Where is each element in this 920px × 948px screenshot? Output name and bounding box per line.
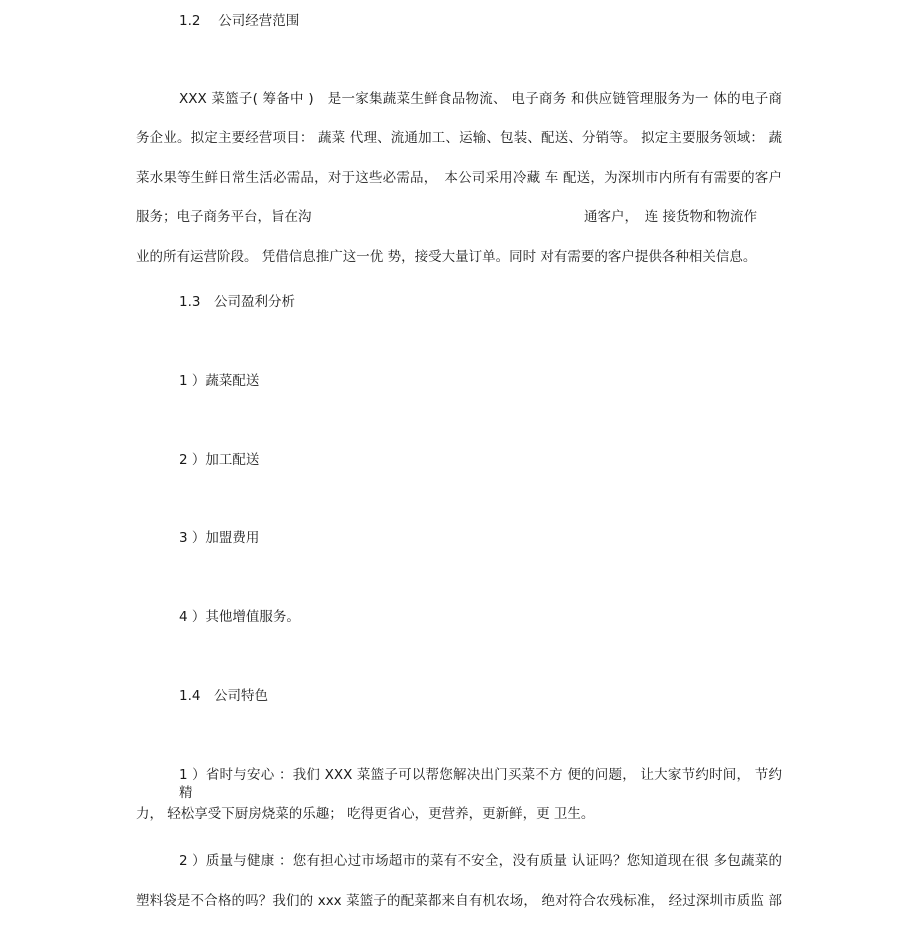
paragraph-line: 业的所有运营阶段。 凭借信息推广这一优 势，接受大量订单。同时 对有需要的客户提供各种相关信息。: [136, 249, 757, 265]
section-heading-1-2: 1.2 公司经营范围: [179, 13, 300, 29]
paragraph-line: 通客户， 连 接货物和物流作: [584, 209, 758, 225]
paragraph-line: 服务；电子商务平台，旨在沟: [136, 209, 312, 225]
paragraph-line: 菜水果等生鲜日常生活必需品，对于这些必需品， 本公司采用冷藏 车 配送，为深圳市内所有有需要的客户: [136, 170, 782, 186]
section-heading-1-3: 1.3 公司盈利分析: [179, 294, 295, 310]
paragraph-line: 力， 轻松享受下厨房烧菜的乐趣； 吃得更省心，更营养，更新鲜，更 卫生。: [136, 806, 595, 822]
paragraph-line: 塑料袋是不合格的吗？我们的 xxx 菜篮子的配菜都来自有机农场， 绝对符合农残标准， 经过深圳市质监 部: [136, 893, 782, 909]
section-heading-1-4: 1.4 公司特色: [179, 688, 268, 704]
list-item: 2 ）加工配送: [179, 452, 260, 468]
list-item: 4 ）其他增值服务。: [179, 609, 300, 625]
paragraph-line: 1 ）省时与安心 ：我们 XXX 菜篮子可以帮您解决出门买菜不方 便的问题， 让大家节约时间， 节约精: [179, 767, 782, 801]
paragraph-line: 2 ）质量与健康 ：您有担心过市场超市的菜有不安全，没有质量 认证吗？您知道现在很 多包蔬菜的: [179, 853, 782, 869]
paragraph-line: 务企业。拟定主要经营项目： 蔬菜 代理、流通加工、运输、包装、配送、分销等。 拟定主要服务领域： 蔬: [136, 130, 782, 146]
list-item: 1 ）蔬菜配送: [179, 373, 260, 389]
paragraph-line: XXX 菜篮子( 筹备中 ) 是一家集蔬菜生鲜食品物流、 电子商务 和供应链管理服务为一 体的电子商: [179, 91, 782, 107]
list-item: 3 ）加盟费用: [179, 530, 260, 546]
